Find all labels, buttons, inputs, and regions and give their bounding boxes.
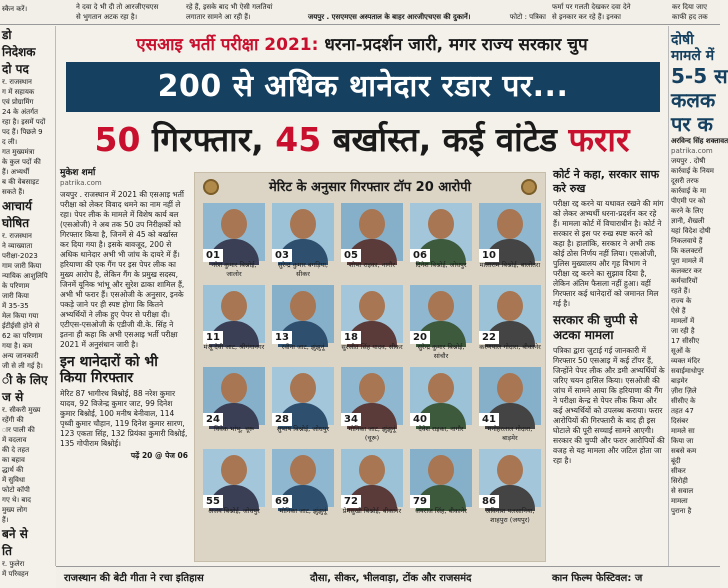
photo-head <box>428 373 454 403</box>
left-text-line: मेल किया गया <box>2 312 39 320</box>
right-byline: अरविन्द सिंह शक्तावत <box>671 137 728 145</box>
left-block-head: निदेशक <box>2 45 36 59</box>
candidate-name: मालाराम बिश्नोई, बालोतरा <box>479 261 541 269</box>
left-text-line: जारी किया <box>2 292 29 300</box>
candidate-rank: 10 <box>479 249 499 262</box>
photo-head <box>497 373 523 403</box>
right-text-line: कार्रवाई के नियम <box>671 167 714 175</box>
right-text-line: यहां विदेश दोषी <box>671 227 711 235</box>
candidate-name: प्रेमसुखी बिश्नोई, बीकानेर <box>342 507 402 515</box>
candidate-card <box>341 285 403 363</box>
left-text-line: हैं। अभ्यर्थी <box>2 168 30 176</box>
continued-link[interactable]: पढ़ें 20 @ पेज 06 <box>130 451 188 460</box>
candidate-name: दिनेश बिश्नोई, जोधपुर <box>415 261 467 269</box>
bottom-headline-middle[interactable]: दौसा, सीकर, भीलवाड़ा, टोंक और राजसमंद <box>310 573 472 584</box>
top-col-3: रहे हैं, इसके बाद भी ऐसी गलतियां लगातार सामने आ रही हैं। <box>186 3 273 21</box>
right-text-line: ज्ञानी, शैखली <box>671 217 705 225</box>
bottom-strip <box>56 566 720 588</box>
right-column-text <box>671 156 718 516</box>
candidate-card <box>272 203 334 281</box>
article-sub-body: मेरिट 87 भागीरथ बिश्नोई, 88 नरेश कुमार यादव, 92 विजेन्द्र कुमार जाट, 99 दिनेश कुमार बिश्नोई, 100 मनीष बेनीवाल, 114 पृथ्वी कुमार चौहान, 119 दिनेश कुमार सारण, 123 एकता सिंह, 132 प्रियंका कुमारी विश्नोई, 135 गोपीराम बिश्नोई। <box>60 389 188 448</box>
photo-head <box>497 209 523 239</box>
accused-photo-panel <box>194 172 546 562</box>
left-block-head: बने से <box>2 527 28 541</box>
candidate-rank: 11 <box>203 331 223 344</box>
right-head-2: 5-5 स <box>671 64 728 88</box>
side-article <box>550 168 668 566</box>
right-text-line: सबसे कम <box>671 447 697 455</box>
main-article <box>56 168 192 566</box>
right-text-line: कार्रवाई के मा <box>671 187 707 195</box>
candidate-card <box>410 367 472 445</box>
candidate-photo <box>410 367 472 425</box>
candidate-photo <box>410 449 472 507</box>
candidate-rank: 69 <box>272 495 292 508</box>
left-text-line: र. फुलेरा <box>2 560 25 568</box>
left-text-line: एवं प्रोग्रामिंग <box>2 98 34 106</box>
left-block-head: ति <box>2 544 12 558</box>
candidate-rank: 20 <box>410 331 430 344</box>
bottom-headline-left[interactable]: राजस्थान की बेटी गीता ने रचा इतिहास <box>64 573 204 584</box>
right-text-line: सीसीए के <box>671 397 696 405</box>
candidate-rank: 28 <box>272 413 292 426</box>
subhead-text-3: फरार <box>568 120 630 159</box>
left-text-line: द ली। <box>2 138 18 146</box>
byline-site: patrika.com <box>60 179 102 187</box>
subhead-number-1: 50 <box>94 120 141 159</box>
right-text-line: सिरोही <box>671 477 688 485</box>
left-text-line: फोटो कॉपी <box>2 486 30 494</box>
left-text-line: ार पाली की <box>2 426 35 434</box>
candidate-rank: 06 <box>410 249 430 262</box>
left-text-line: ने व्याख्याता <box>2 242 33 250</box>
left-text-line: अन्य जानकारी <box>2 352 39 360</box>
left-text-line: र. सीकरी मुख्य <box>2 406 41 414</box>
right-head-1b: मामले में <box>671 48 715 64</box>
right-head-4: पर क <box>671 112 713 136</box>
candidate-name: मंजू देवी जाट, श्रीगंगानगर <box>203 343 265 351</box>
left-text-line: गए थे। बाद <box>2 496 31 504</box>
photo-head <box>359 291 385 321</box>
photo-head <box>428 209 454 239</box>
left-text-line: 24 के अंतर्गत <box>2 108 39 116</box>
left-text-line: परीक्षा-2023 <box>2 252 38 260</box>
bottom-headline-right[interactable]: कान फिल्म फेस्टिवल: ज <box>552 573 643 584</box>
left-block-head: आचार्य <box>2 199 32 213</box>
candidate-rank: 55 <box>203 495 223 508</box>
candidate-card <box>203 367 265 445</box>
photo-head <box>428 455 454 485</box>
right-text-line: सूओं के <box>671 347 691 355</box>
article-subhead: इन थानेदारों को भी किया गिरफ्तार <box>60 354 158 386</box>
candidate-photo <box>341 285 403 343</box>
right-text-line: पीएमी पर को <box>671 197 706 205</box>
photo-head <box>221 291 247 321</box>
main-headline: 200 से अधिक थानेदार रडार पर... <box>157 69 569 104</box>
candidate-card <box>272 285 334 363</box>
right-text-line: राज्य के <box>671 297 692 305</box>
candidate-card <box>479 367 541 445</box>
right-text-line: ऐसे हैं <box>671 307 686 315</box>
right-text-line: दूसरी तरफ <box>671 177 699 185</box>
top-col-6: कर दिया जाए काफी हद तक <box>672 3 708 21</box>
candidate-rank: 18 <box>341 331 361 344</box>
candidate-card <box>341 449 403 527</box>
right-text-line: मामला <box>671 497 688 505</box>
candidate-name: मनोहरलाल गोदारा, बाड़मेर <box>487 425 533 442</box>
right-text-line: बूंदी <box>671 457 681 465</box>
left-text-line: 62 का परिणाम <box>2 332 43 340</box>
top-col-4: जयपुर . एसएमएस अस्पताल के बाहर आरजीएचएस की दुकानें। फोटो : पत्रिका <box>308 13 546 21</box>
candidate-rank: 24 <box>203 413 223 426</box>
candidate-card <box>410 203 472 281</box>
right-text-line: करने के लिए <box>671 207 704 215</box>
candidate-name: सुभाष बिश्नोई, जोधपुर <box>276 425 330 433</box>
candidate-rank: 22 <box>479 331 499 344</box>
photo-head <box>221 455 247 485</box>
left-text-line: में 35-35 <box>2 302 29 310</box>
left-text-line: के कुल पदों की <box>2 158 41 166</box>
candidate-name: देवेश राइका, नागौर <box>418 425 464 433</box>
left-text-line: मुख्य लोग <box>2 506 28 514</box>
photo-head <box>359 373 385 403</box>
photo-head <box>221 373 247 403</box>
side-head-1: कोर्ट ने कहा, सरकार साफ करे रुख <box>553 168 660 195</box>
candidate-card <box>341 367 403 445</box>
candidate-card <box>272 449 334 527</box>
candidate-name: नरेश कुमार बिश्नोई, जालोर <box>211 261 257 278</box>
left-text-line: जी से ली गई है। <box>2 362 43 370</box>
left-text-line: गया है। कम <box>2 342 33 350</box>
right-text-line: पूरा मामले में <box>671 257 704 265</box>
left-block-head: ज से <box>2 390 24 404</box>
left-text-line: रहेंगी की <box>2 416 24 424</box>
candidate-card <box>341 203 403 281</box>
subhead-text-2: बर्खास्त, कई वांटेड <box>332 120 557 159</box>
candidate-rank: 13 <box>272 331 292 344</box>
right-text-line: जा रही है <box>671 327 695 335</box>
left-text-line: ब की वेबसाइट <box>2 178 40 186</box>
subheadline <box>60 118 664 162</box>
top-col-1: स्कैन करें। <box>2 5 28 13</box>
candidate-photo <box>479 367 541 425</box>
left-text-line: ग में सहायक <box>2 88 35 96</box>
right-text-line: मामलों में <box>671 317 695 325</box>
photo-head <box>359 455 385 485</box>
candidate-name: मोनिका जाट, झुंझुनूं <box>279 507 327 515</box>
candidate-photo <box>272 285 334 343</box>
candidate-rank: 34 <box>341 413 361 426</box>
left-column <box>0 26 56 578</box>
candidate-photo <box>479 449 541 507</box>
candidate-photo <box>410 203 472 261</box>
left-text-line: में वदलाव <box>2 436 27 444</box>
right-text-line: कर्मचारियों <box>671 277 698 285</box>
left-text-line: र. राजस्थान <box>2 232 32 240</box>
main-headline-banner <box>66 62 660 112</box>
right-text-line: से सवाल <box>671 487 694 495</box>
photo-head <box>290 209 316 239</box>
right-column <box>668 26 728 566</box>
candidate-name: सुरेन्द्र कुमार बिश्नोई, सांचौर <box>417 343 465 360</box>
right-text-line: जयपुर . दोषी <box>671 157 706 165</box>
kicker-right: धरना-प्रदर्शन जारी, मगर राज्य सरकार चुप <box>324 35 588 55</box>
candidate-photo <box>272 367 334 425</box>
right-text-line: दिसंबर <box>671 417 689 425</box>
left-text-line: के परिणाम <box>2 282 30 290</box>
left-text-line: का बहाव <box>2 456 25 464</box>
right-text-line: सवाईमाधोपुर <box>671 367 704 375</box>
candidate-card <box>272 367 334 445</box>
photo-head <box>290 373 316 403</box>
side-head-2: सरकार की चुप्पी से अटका मामला <box>553 313 638 342</box>
left-block-head: घोषित <box>2 216 30 230</box>
top-strip <box>0 0 720 25</box>
candidate-photo <box>272 203 334 261</box>
candidate-rank: 03 <box>272 249 292 262</box>
candidate-photo <box>203 203 265 261</box>
candidate-photo <box>410 285 472 343</box>
kicker-headline <box>60 32 664 60</box>
candidate-photo <box>479 203 541 261</box>
candidate-name: मोनिका जाट, झुंझुनूं (चूरू) <box>348 425 396 442</box>
left-block-head: ी के लिए <box>2 373 48 387</box>
left-text-line: गाम जारी किया <box>2 262 42 270</box>
candidate-name: अविनाश पलसानिया, शाहपुरा (जयपुर) <box>485 507 535 524</box>
candidate-name: सुरजीत सिंह यादव, सीकर <box>341 343 403 351</box>
candidate-rank: 40 <box>410 413 430 426</box>
photo-head <box>497 291 523 321</box>
right-head-3: कलक <box>671 88 716 112</box>
candidate-card <box>410 285 472 363</box>
photo-head <box>359 209 385 239</box>
right-text-line: ज़ीरा ज़िले <box>671 387 697 395</box>
side-body-1: परीक्षा रद्द करने या यथावत रखने की मांग को लेकर अभ्यर्थी धरना-प्रदर्शन कर रहे हैं। मामला कोर्ट में विचाराधीन है। कोर्ट ने सरकार से इस पर रुख स्पष्ट करने को कहा है। हालांकि, सरकार ने अभी तक कोई ठोस निर्णय नहीं लिया। एसओजी, पुलिस मुख्यालय और गृह विभाग ने परीक्षा रद्द करने का सुझाव दिया है, लेकिन अंतिम फैसला नहीं हुआ। वहीं गिरफ्तार कई थानेदारों को जमानत मिल गई है। <box>553 199 664 308</box>
candidate-name: विवेक भांभू, चूरू <box>213 425 255 433</box>
candidate-photo <box>341 367 403 425</box>
left-text-line: ईटीईसी होने से <box>2 322 40 330</box>
candidate-name: जयराज सिंह, बीकानेर <box>415 507 467 515</box>
candidate-photo <box>341 203 403 261</box>
right-text-line: किया जा <box>671 437 694 445</box>
left-text-line: में परिवहन <box>2 570 29 578</box>
photo-head <box>290 291 316 321</box>
kicker-left: एसआइ भर्ती परीक्षा 2021: <box>136 35 319 55</box>
left-block-head: दो पद <box>2 62 29 76</box>
left-text-line: पद हैं। पिछले 9 <box>2 128 43 136</box>
candidate-card <box>203 449 265 527</box>
candidate-photo <box>479 285 541 343</box>
right-text-line: निकलवाये हैं <box>671 237 703 245</box>
candidate-rank: 86 <box>479 495 499 508</box>
candidate-name: रवीना जाट, झुंझुनूं <box>281 343 325 351</box>
candidate-card <box>479 449 541 527</box>
right-text-line: मामले सा <box>671 427 695 435</box>
candidate-photo <box>203 285 265 343</box>
left-text-line: सकते हैं। <box>2 188 25 196</box>
right-head-1: दोषी <box>671 32 694 48</box>
candidate-rank: 01 <box>203 249 223 262</box>
candidate-name: शोभा राइका, नागौर <box>348 261 396 269</box>
left-text-line: की दे तहत <box>2 446 30 454</box>
right-text-line: बाड़मेर <box>671 377 688 385</box>
left-text-line: में सुविधा <box>2 476 25 484</box>
candidate-card <box>479 285 541 363</box>
photo-head <box>221 209 247 239</box>
candidate-card <box>479 203 541 281</box>
left-text-line: गत मुख्यमंत्रा <box>2 148 35 156</box>
left-block-head: डो <box>2 28 12 42</box>
candidate-card <box>203 203 265 281</box>
left-text-line: रहा है। इसमें पदों <box>2 118 46 126</box>
candidate-photo <box>341 449 403 507</box>
photo-head <box>497 455 523 485</box>
left-text-line: न्यायिक आशुलिपि <box>2 272 48 280</box>
article-body: जयपुर . राजस्थान में 2021 की एसआइ भर्ती परीक्षा को लेकर विवाद थमने का नाम नहीं ले रहा। पेपर लीक के मामले में विशेष कार्य बल (एसओजी) ने अब तक 50 उप निरीक्षकों को गिरफ्तार किया है, जिनमें से 45 को बर्खास्त कर दिया गया है। इसके बावजूद, 200 से अधिक थानेदार अभी भी जांच के दायरे में हैं। हरियाणा की एक गैंग पर इस पेपर लीक का मुख्य आरोप है, लेकिन गैंग के प्रमुख सदस्य, जिनमें यूनिक भांभू और सुरेश ढाका शामिल हैं, अभी भी फरार हैं। एसओजी के अनुसार, इनके पकड़े जाने पर ही स्पष्ट होगा कि कितने अभ्यर्थियों ने लीक हुए पेपर से परीक्षा दी। एटीएस-एसओजी के एडीजी वी.के. सिंह ने इतना ही कहा कि अभी एसआइ भर्ती परीक्षा 2021 में अनुसंधान जारी है। <box>60 190 185 349</box>
right-text-line: तहत 47 <box>671 407 694 415</box>
candidate-card <box>203 285 265 363</box>
right-text-line: पुराना है <box>671 507 692 515</box>
top-col-5: फर्मा पर गलती देखकर दवा देने से इनकार कर रहे हैं। इनका <box>552 3 631 21</box>
left-text-line: हैं। <box>2 516 9 524</box>
right-text-line: 17 सीसीए <box>671 337 700 345</box>
left-text-line: र. राजस्थान <box>2 78 32 86</box>
photo-head <box>290 455 316 485</box>
candidate-rank: 05 <box>341 249 361 262</box>
subhead-number-2: 45 <box>275 120 322 159</box>
candidate-photo <box>272 449 334 507</box>
right-text-line: रहते हैं। <box>671 287 691 295</box>
candidate-name: सुरेन्द्र कुमार बगड़िया, सीकर <box>278 261 328 278</box>
subhead-text-1: गिरफ्तार, <box>151 120 264 159</box>
candidate-photo <box>203 449 265 507</box>
candidate-rank: 79 <box>410 495 430 508</box>
left-text-line: द्धार्थ की <box>2 466 24 474</box>
right-text-line: सीकर <box>671 467 686 475</box>
candidate-name: अजय बिश्नोई, जोधपुर <box>208 507 260 515</box>
candidate-name: करणपाल गोदारा, बीकानेर <box>479 343 541 351</box>
candidate-rank: 41 <box>479 413 499 426</box>
candidate-rank: 72 <box>341 495 361 508</box>
panel-title: मेरिट के अनुसार गिरफ्तार टॉप 20 आरोपी <box>269 180 471 195</box>
candidate-card <box>410 449 472 527</box>
byline-name: मुकेश शर्मा <box>60 168 96 178</box>
candidate-photo <box>203 367 265 425</box>
photo-head <box>428 291 454 321</box>
right-text-line: व्यक्त मंदिर <box>671 357 700 365</box>
right-site: patrika.com <box>671 147 713 155</box>
top-col-2: ने दवा दे भी दी तो आरजीएचएस से भुगतान अटक रहा है। <box>76 3 159 21</box>
right-text-line: कलक्टर कर <box>671 267 702 275</box>
side-body-2: पत्रिका द्वारा जुटाई गई जानकारी में गिरफ्तार 50 एसआइ में कई टॉपर हैं, जिन्होंने पेपर लीक और डमी अभ्यर्थियों के जरिए चयन हासिल किया। एसओजी की जांच में सामने आया कि हरियाणा की गैंग ने परीक्षा केन्द्र से पेपर लीक किया और कई अभ्यर्थियों को उपलब्ध कराया। फरार आरोपियों की गिरफ्तारी के बाद ही इस घोटाले की पूरी सच्चाई सामने आएगी। सरकार की चुप्पी और फरार आरोपियों की वजह से यह मामला और जटिल होता जा रहा है। <box>553 346 665 465</box>
right-text-line: कि कलक्टरों <box>671 247 703 255</box>
